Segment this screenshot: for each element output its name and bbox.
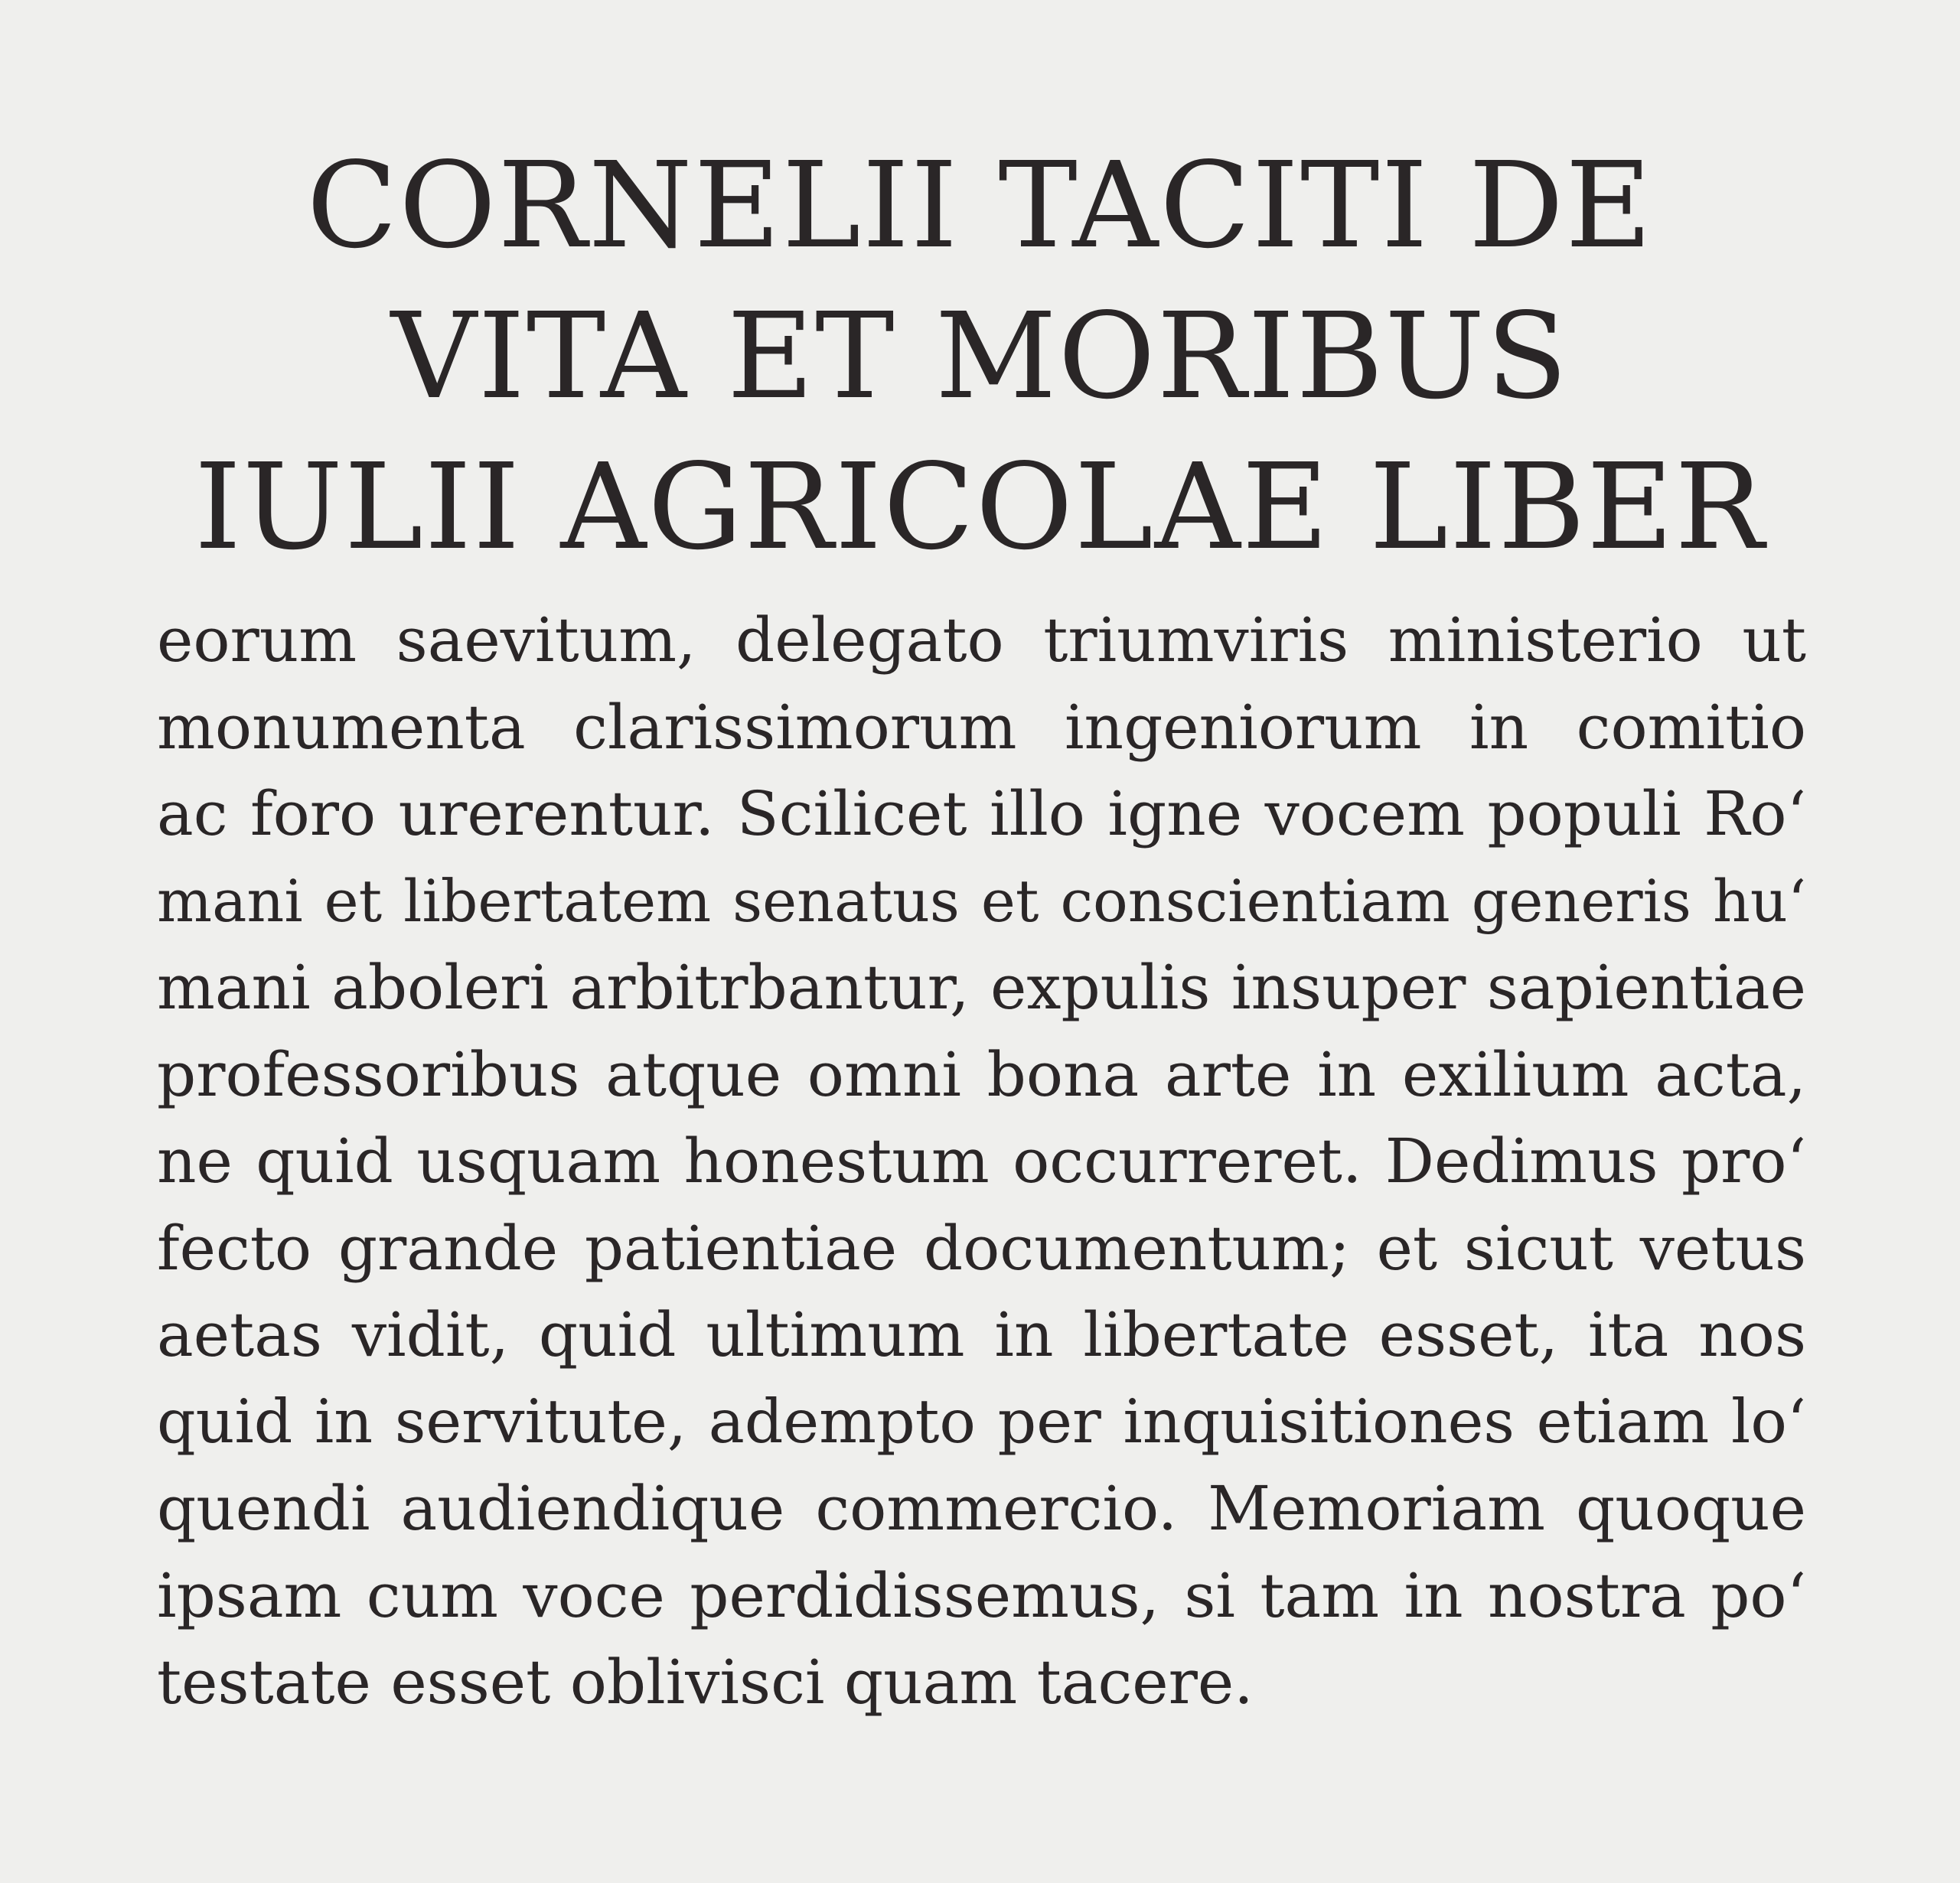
body-text — [157, 597, 1806, 1726]
text-line: quid in servitute, adempto per inquisitiones etiam lo‘ — [157, 1386, 1806, 1457]
text-line: quendi audiendique commercio. Memoriam quoque — [157, 1473, 1806, 1544]
text-line: ipsam cum voce perdidissemus, si tam in nostra po‘ — [157, 1559, 1806, 1631]
text-line: mani et libertatem senatus et conscientiam generis hu‘ — [157, 866, 1806, 935]
title-line: CORNELII TACITI DE — [306, 136, 1654, 275]
text-line: monumenta clarissimorum ingeniorum in comitio — [157, 691, 1806, 763]
title-line: IULII AGRICOLAE LIBER — [194, 438, 1766, 576]
text-line: testate esset oblivisci quam tacere. — [157, 1647, 1254, 1718]
text-line: ac foro urerentur. Scilicet illo igne vocem populi Ro‘ — [157, 778, 1806, 849]
page-title — [115, 130, 1845, 582]
title-line: VITA ET MORIBUS — [390, 287, 1570, 425]
text-line: aetas vidit, quid ultimum in libertate esset, ita nos — [157, 1299, 1806, 1370]
text-line: professoribus atque omni bona arte in exilium acta, — [157, 1038, 1806, 1110]
text-line: ne quid usquam honestum occurreret. Dedimus pro‘ — [157, 1126, 1806, 1197]
text-line: eorum saevitum, delegato triumviris ministerio ut — [157, 604, 1806, 676]
text-line: mani aboleri arbitrbantur, expulis insuper sapientiae — [157, 952, 1806, 1023]
text-line: fecto grande patientiae documentum; et sicut vetus — [157, 1212, 1806, 1284]
